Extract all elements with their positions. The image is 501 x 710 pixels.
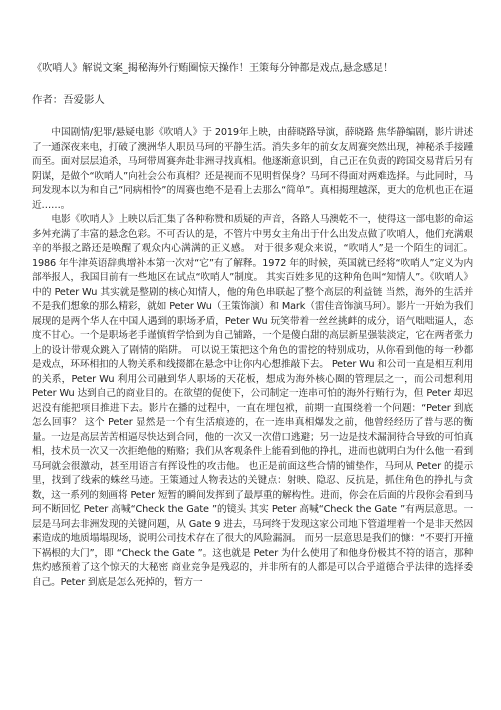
paragraph-analysis: 电影《吹哨人》上映以后汇集了各种称赞和质疑的声音，各路人马澳乾不一，使得这一部电影的命运多舛充满了丰富的悬念色彩。不可否认的是，不管片中男女主角出于什么出发点做了吹哨人，他们充满艰辛的举报之路还是唤醒了观众内心满满的正义感。 对于很多观众来说，“吹哨人”是一个陌生的词汇。1986 年牛津英语辞典增补本第一次对“它”有了解释。1972 年的时候，英国就已经将“吹哨人”定义为内部举报人，我国目前有一些地区在试点“吹哨人”制度。 其实百姓多见的这种角色叫“知情人”。《吹哨人》中的 Peter Wu 其实就是整剧的核心知情人，他的角色串联起了整个高层的利益链 当然，海外的生活并不是我们想象的那么精彩，就如 Peter Wu（王策饰演）和 Mark（雷佳音饰演马珂）。影片一开始为我们展现的是两个华人在中国人遇到的职场矛盾，Peter Wu 玩笑带着一丝丝挑衅的成分，语气咄咄逼人，态度不甘心。一个是职场老手谨慎哲学恰到为自己铺路，一个是傻白甜的高层新星强装淡定，它在两者张力上的设计带观众跳入了剧情的陷阱。 可以说王策把这个角色的雷挖的特别成功，从你看到他的每一秒都是戏点，环环相扣的人物关系和线掇都在悬念中让你内心想推敲下去。 Peter Wu 和公司一直是相互利用的关系，Peter Wu 利用公司融到华人职场的天花板，想成为海外核心圈的管理层之一，而公司想利用 Peter Wu 达到自己的商业目的。在欲望的促使下，公司制定一连串可怕的海外行贿行为，但 Peter 却迟迟没有能把项目推进下去。影片在播的过程中，一直在埋包袱，前期一直围绕着一个问题：“Peter 到底怎么回事？ 这个 Peter 显然是一个有生活痕迹的，在一连串真相爆发之前，他曾经经历了普与恶的衡量。一边是高层苦苦相逼尽快达到合同，他的一次又一次借口逃避；另一边是技术漏洞待合导致的可怕真相，技术员一次又一次拒绝他的贿赂；我们从客观条件上能看到他的挣扎，进而也就明白为什么他一看到马珂就会很激动，甚至用语言有挥设性的攻击他。 也正是前面这些合情的铺垫作，马珂从 Peter 的提示里，找到了线索的蛛丝马迹。王策通过人物表达的关键点：射映、隐忍、反抗是，抓住角色的挣扎与贪数，这一系列的刻画将 Peter 短暂的瞬间发挥到了最厚重的解构性。进而，你会在后面的片段你会看到马珂不断回忆 Peter 高喊“Check the Gate ”的镜头 其实 Peter 高喊“Check the Gate ”有两层意思。一层是马珂去非洲发现的关键问题，从 Gate 9 进去，马珂终于发现这家公司地下管道埋着一个是非天然因素造成的地质塌塌现场，说明公司技术存在了很大的风险漏洞。 而另一层意思是我们的慷：“不要打开撞下祸根的大门”，即 “Check the Gate ”。这也就是 Peter 为什么使用了和他身份极其不符的语言，那种焦灼感预着了这个惊天的大秘密 商业竞争是残忍的，并非所有的人都是可以合乎道德合乎法律的选择委自己。Peter 到底是怎么死掉的，暂方一 bbox=[32, 214, 473, 588]
document-body bbox=[32, 126, 473, 590]
document-title: 《吹哨人》解说文案_揭秘海外行贿圈惊天操作！王策每分钟都是戏点,悬念感足！ bbox=[32, 63, 394, 74]
document-author: 作者：吾爱影人 bbox=[32, 94, 105, 106]
paragraph-intro: 中国剧情/犯罪/悬疑电影《吹哨人》于 2019年上映，由薛晓路导演，薛晓路 焦华静编剧，影片讲述了一通深夜来电，打破了澳洲华人职员马珂的平静生活。消失多年的前女友周赛突然出现，神秘杀手接踵而至。面对层层追杀，马珂带周赛奔赴非洲寻找真相。他逐渐意识到，自己正在负责的跨国交易背后另有阴谋，是做个“吹哨人”向社会公布真相？还是视而不见明哲保身？马珂不得面对两难选择。与此同时，马珂发现本以为和自己“同病相怜”的周赛也绝不是看上去那么“简单”。真相揭理越深，更大的危机也正在逼近……。 bbox=[32, 127, 473, 211]
